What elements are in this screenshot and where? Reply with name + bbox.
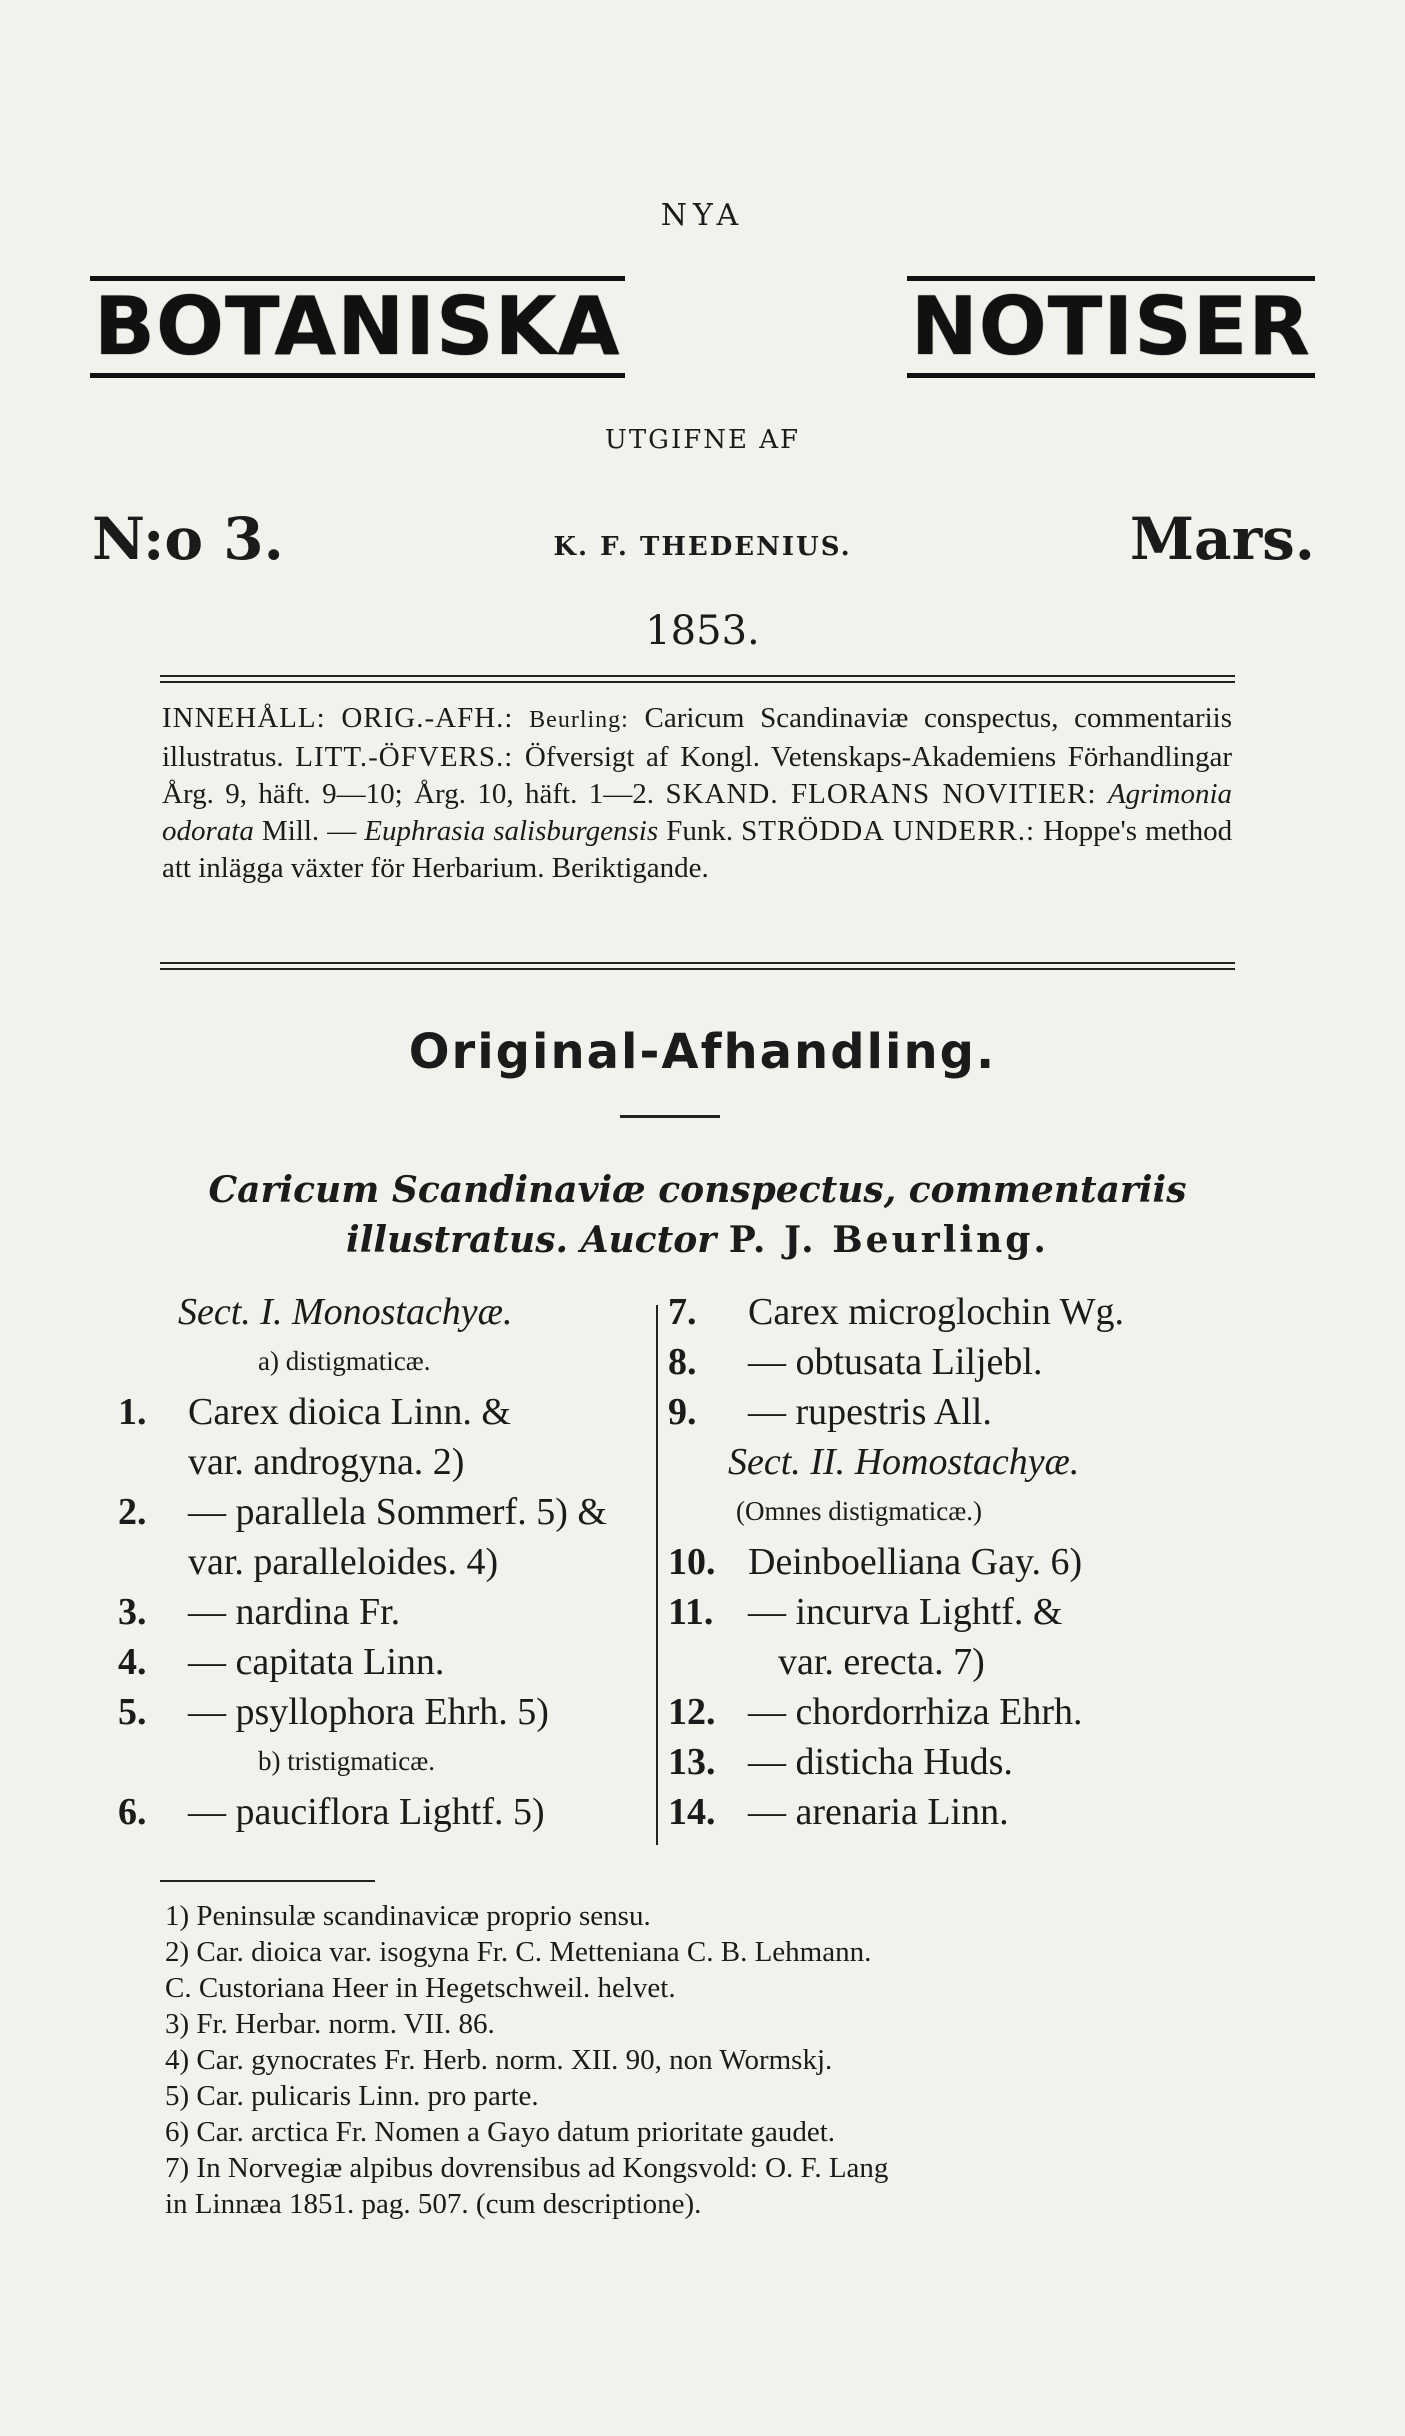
footnote-line: 1) Peninsulæ scandinavicæ proprio sensu. bbox=[165, 1900, 651, 1932]
entry-continuation: var. androgyna. 2) bbox=[188, 1441, 465, 1483]
orig-text: Caricum Scandinaviæ conspectus, commentariis illustratus. bbox=[162, 702, 1233, 773]
entry-text: — obtusata Liljebl. bbox=[748, 1341, 1043, 1383]
contents-rule-bottom bbox=[160, 968, 1235, 970]
entry-number: 12. bbox=[668, 1691, 716, 1733]
orig-label: ORIG.-AFH.: bbox=[341, 702, 514, 734]
entry-text: — parallela Sommerf. 5) & bbox=[188, 1491, 607, 1533]
footnotes bbox=[165, 1898, 1225, 2222]
table-of-contents bbox=[162, 700, 1232, 887]
article-author: P. J. Beurling. bbox=[728, 1219, 1049, 1261]
species-entry bbox=[118, 1490, 607, 1534]
subline: UTGIFNE AF bbox=[604, 425, 801, 455]
footnote-line: 2) Car. dioica var. isogyna Fr. C. Metteniana C. B. Lehmann. bbox=[165, 1936, 872, 1968]
entry-continuation: var. erecta. 7) bbox=[778, 1641, 985, 1683]
entry-text: — nardina Fr. bbox=[188, 1591, 401, 1633]
entry-text: — capitata Linn. bbox=[188, 1641, 445, 1683]
skand-label: SKAND. FLORANS NOVITIER: bbox=[665, 778, 1097, 810]
section-subheading: Sect. II. Homostachyæ. bbox=[728, 1441, 1080, 1483]
group-label: b) tristigmaticæ. bbox=[258, 1746, 435, 1776]
entry-text: — arenaria Linn. bbox=[748, 1791, 1009, 1833]
masthead-rule-bottom bbox=[160, 681, 1235, 683]
entry-continuation: var. paralleloides. 4) bbox=[188, 1541, 499, 1583]
entry-text: — incurva Lightf. & bbox=[748, 1591, 1063, 1633]
section-heading: Original-Afhandling. bbox=[408, 1024, 997, 1080]
footnote-line: 6) Car. arctica Fr. Nomen a Gayo datum prioritate gaudet. bbox=[165, 2116, 836, 2148]
section-short-rule bbox=[620, 1115, 720, 1118]
species-entry bbox=[118, 1690, 549, 1734]
entry-text: Carex dioica Linn. & bbox=[188, 1391, 511, 1433]
footnote-line: 3) Fr. Herbar. norm. VII. 86. bbox=[165, 2008, 495, 2040]
group-label: (Omnes distigmaticæ.) bbox=[736, 1496, 982, 1526]
strodda-text: Hoppe's method att inlägga växter för Herbarium. Beriktigande. bbox=[162, 815, 1233, 884]
entry-number: 1. bbox=[118, 1391, 147, 1433]
species-entry bbox=[668, 1690, 1083, 1734]
entry-text: Deinboelliana Gay. 6) bbox=[748, 1541, 1083, 1583]
masthead-rule-top bbox=[160, 675, 1235, 677]
issue-month: Mars. bbox=[1129, 505, 1315, 573]
footnote-line: in Linnæa 1851. pag. 507. (cum descriptione). bbox=[165, 2188, 702, 2220]
title-word-botaniska: BOTANISKA bbox=[90, 276, 625, 378]
species-entry bbox=[118, 1640, 444, 1684]
entry-text: — rupestris All. bbox=[748, 1391, 992, 1433]
skand-species-1: Agrimonia odorata bbox=[162, 778, 1233, 847]
editor-name: K. F. THEDENIUS. bbox=[553, 532, 852, 562]
group-label: a) distigmaticæ. bbox=[258, 1346, 431, 1376]
skand-dash: — bbox=[327, 815, 357, 847]
entry-number: 10. bbox=[668, 1541, 716, 1583]
species-entry bbox=[118, 1390, 511, 1434]
entry-text: — disticha Huds. bbox=[748, 1741, 1013, 1783]
entry-text: Carex microglochin Wg. bbox=[748, 1291, 1125, 1333]
litt-text: Öfversigt af Kongl. Vetenskaps-Akademiens Förhandlingar Årg. 9, häft. 9—10; Årg. 10, häft. 1—2. bbox=[162, 741, 1233, 810]
species-entry bbox=[668, 1290, 1124, 1334]
strodda-label: STRÖDDA UNDERR.: bbox=[741, 815, 1036, 847]
section-subheading: Sect. I. Monostachyæ. bbox=[178, 1291, 513, 1333]
species-entry bbox=[668, 1790, 1009, 1834]
issue-year: 1853. bbox=[645, 608, 760, 654]
orig-author: Beurling: bbox=[529, 707, 629, 733]
article-author-label: Auctor bbox=[580, 1219, 717, 1261]
entry-text: — psyllophora Ehrh. 5) bbox=[188, 1691, 549, 1733]
species-entry bbox=[668, 1340, 1042, 1384]
entry-number: 4. bbox=[118, 1641, 147, 1683]
entry-number: 11. bbox=[668, 1591, 714, 1633]
footnote-line: 4) Car. gynocrates Fr. Herb. norm. XII. 90, non Wormskj. bbox=[165, 2044, 833, 2076]
masthead-title bbox=[90, 272, 1315, 382]
skand-species-2: Euphrasia salisburgensis bbox=[364, 815, 659, 847]
species-entry bbox=[668, 1590, 1062, 1634]
footnote-line: C. Custoriana Heer in Hegetschweil. helvet. bbox=[165, 1972, 676, 2004]
species-entry bbox=[668, 1390, 992, 1434]
article-title-text: Caricum Scandinaviæ conspectus, commentariis illustratus. bbox=[208, 1169, 1187, 1261]
entry-number: 9. bbox=[668, 1391, 697, 1433]
litt-label: LITT.-ÖFVERS.: bbox=[295, 741, 514, 773]
species-entry bbox=[118, 1790, 545, 1834]
pre-title: NYA bbox=[660, 198, 745, 233]
entry-number: 8. bbox=[668, 1341, 697, 1383]
entry-number: 14. bbox=[668, 1791, 716, 1833]
entry-text: — chordorrhiza Ehrh. bbox=[748, 1691, 1083, 1733]
column-divider bbox=[656, 1305, 658, 1845]
entry-number: 6. bbox=[118, 1791, 147, 1833]
species-entry bbox=[668, 1740, 1013, 1784]
species-entry bbox=[118, 1590, 400, 1634]
entry-text: — pauciflora Lightf. 5) bbox=[188, 1791, 545, 1833]
footnote-rule bbox=[160, 1880, 375, 1882]
contents-rule-top bbox=[160, 962, 1235, 964]
title-word-notiser: NOTISER bbox=[907, 276, 1315, 378]
entry-number: 2. bbox=[118, 1491, 147, 1533]
entry-number: 7. bbox=[668, 1291, 697, 1333]
article-title bbox=[160, 1165, 1235, 1265]
contents-label: INNEHÅLL: bbox=[162, 702, 326, 734]
entry-number: 13. bbox=[668, 1741, 716, 1783]
skand-author-1: Mill. bbox=[261, 815, 320, 847]
footnote-line: 5) Car. pulicaris Linn. pro parte. bbox=[165, 2080, 539, 2112]
entry-number: 3. bbox=[118, 1591, 147, 1633]
entry-number: 5. bbox=[118, 1691, 147, 1733]
skand-author-2: Funk. bbox=[666, 815, 734, 847]
footnote-line: 7) In Norvegiæ alpibus dovrensibus ad Kongsvold: O. F. Lang bbox=[165, 2152, 889, 2184]
species-entry bbox=[668, 1540, 1082, 1584]
issue-number: N:o 3. bbox=[92, 505, 284, 573]
